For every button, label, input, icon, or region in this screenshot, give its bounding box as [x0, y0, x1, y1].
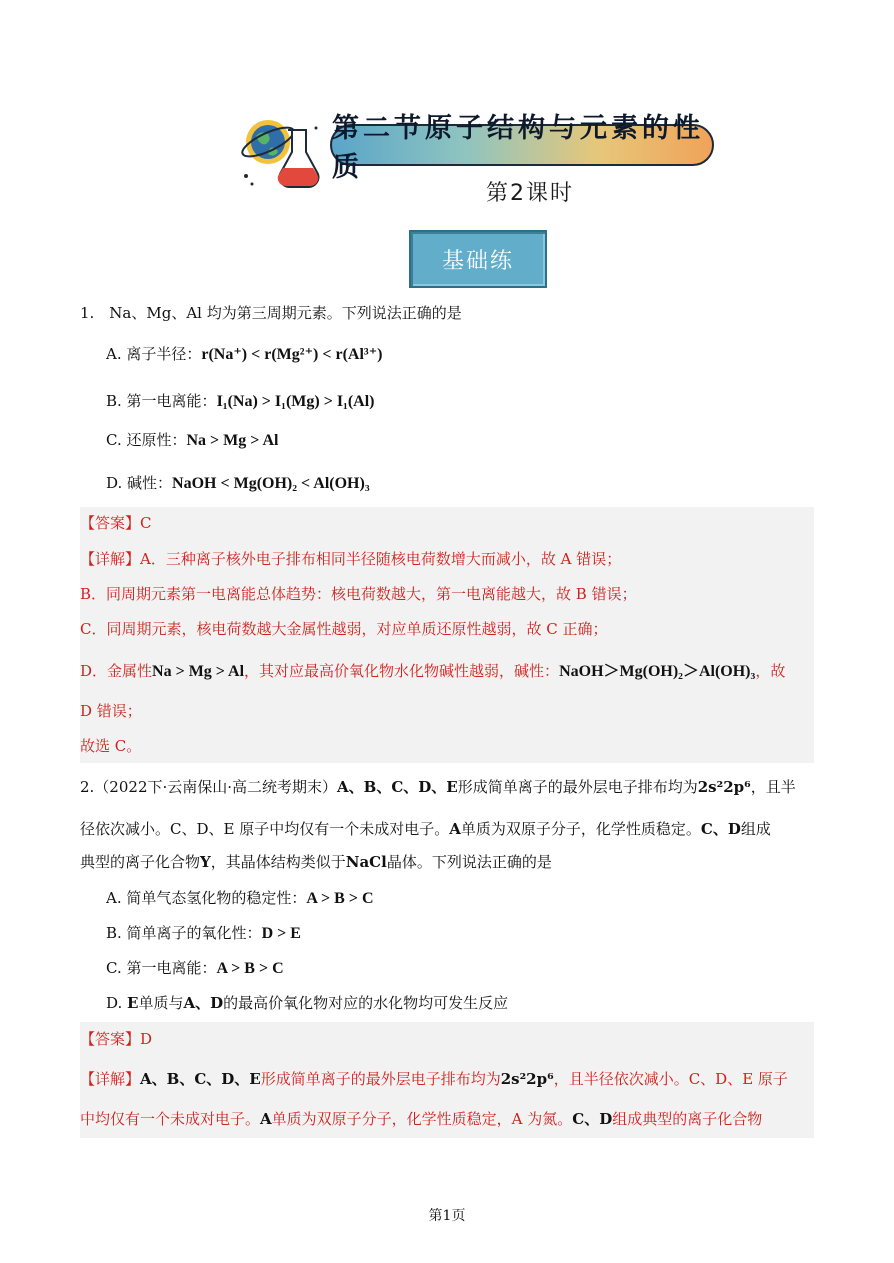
q2-detail-a: A [260, 1110, 272, 1128]
q1-stem: 1. Na、Mg、Al 均为第三周期元素。下列说法正确的是 [80, 304, 462, 322]
q2-detail-cd: C、D [572, 1110, 613, 1128]
q2-option-d-e: E [127, 994, 139, 1012]
q2-detail-text2: ，且半径依次减小。C、D、E 原子 [553, 1070, 788, 1088]
q2-stem-nacl: NaCl [345, 853, 387, 871]
q2-detail-text4: 单质为双原子分子，化学性质稳定，A 为氮。 [271, 1110, 573, 1128]
q1-option-a-formula: r(Na⁺) < r(Mg²⁺) < r(Al³⁺) [201, 346, 383, 363]
q2-stem-text4: 单质为双原子分子，化学性质稳定。 [460, 820, 701, 838]
q2-detail-text1: 形成简单离子的最外层电子排布均为 [260, 1070, 501, 1088]
q2-stem-line1 [80, 776, 796, 798]
q2-stem-text3: 径依次减小。C、D、E 原子中均仅有一个未成对电子。 [80, 820, 450, 838]
q2-stem-line2 [80, 818, 771, 840]
q2-stem-elements: A、B、C、D、E [337, 778, 458, 796]
q2-stem-y: Y [200, 853, 211, 871]
q2-stem-text7: ，其晶体结构类似于 [210, 853, 346, 871]
q2-stem-cd: C、D [700, 820, 741, 838]
q1-detail-tag: 【详解】 [80, 550, 141, 568]
q2-detail-line1 [80, 1068, 788, 1090]
q2-detail-elements: A、B、C、D、E [140, 1070, 261, 1088]
q1-option-d [106, 472, 370, 495]
q1-detail-d-formula2: NaOH＞Mg(OH)₂＞Al(OH)₃ [559, 663, 756, 680]
q2-answer [80, 1028, 152, 1050]
q2-option-a-formula: A > B > C [306, 890, 374, 907]
q2-answer-tag: 【答案】 [80, 1030, 141, 1048]
q1-option-d-formula: NaOH < Mg(OH)₂ < Al(OH)₃ [172, 475, 370, 492]
q1-answer [80, 512, 152, 534]
q1-detail-a-text: A．三种离子核外电子排布相同半径随核电荷数增大而减小，故 A 错误； [140, 550, 622, 568]
q1-option-c [106, 429, 279, 452]
q1-option-d-label: D. 碱性： [106, 474, 173, 492]
q2-option-a-label: A. 简单气态氢化物的稳定性： [106, 889, 307, 907]
q1-detail-b: B．同周期元素第一电离能总体趋势：核电荷数越大，第一电离能越大，故 B 错误； [80, 585, 637, 603]
q1-detail-c: C．同周期元素，核电荷数越大金属性越弱，对应单质还原性越弱，故 C 正确； [80, 620, 608, 638]
q1-option-a-label: A. 离子半径： [106, 345, 202, 363]
q2-option-b-formula: D > E [261, 925, 301, 942]
science-logo-icon [236, 110, 326, 190]
q2-option-c-label: C. 第一电离能： [106, 959, 217, 977]
q2-option-d-text2: 的最高价氧化物对应的水化物均可发生反应 [223, 994, 509, 1012]
page-number: 第1页 [428, 1208, 466, 1224]
q2-option-c-formula: A > B > C [216, 960, 284, 977]
q1-detail-d-cont: D 错误； [80, 702, 142, 720]
q2-option-b [106, 922, 301, 945]
section-label: 基础练 [441, 248, 514, 274]
q2-detail-line2 [80, 1108, 762, 1130]
q2-option-b-label: B. 简单离子的氧化性： [106, 924, 262, 942]
page-subtitle: 第2课时 [486, 181, 574, 206]
q2-option-d-text1: 单质与 [138, 994, 184, 1012]
q1-option-c-label: C. 还原性： [106, 431, 187, 449]
q1-option-c-formula: Na > Mg > Al [186, 432, 279, 449]
q1-detail-d [80, 660, 785, 683]
q2-detail-tag: 【详解】 [80, 1070, 141, 1088]
q2-stem-a: A [449, 820, 461, 838]
q1-detail-d-text2: ，其对应最高价氧化物水化物碱性越弱，碱性： [244, 662, 560, 680]
q2-stem-text8: 晶体。下列说法正确的是 [386, 853, 552, 871]
q1-detail-d-formula1: Na > Mg > Al [152, 663, 245, 680]
q1-detail-a [80, 548, 621, 570]
q2-detail-text3: 中均仅有一个未成对电子。 [80, 1110, 261, 1128]
q1-answer-value: C [140, 514, 152, 532]
q1-option-a [106, 343, 382, 366]
section-header-box [409, 230, 547, 288]
q2-detail-text5: 组成典型的离子化合物 [612, 1110, 763, 1128]
title-banner [330, 113, 714, 183]
q1-answer-tag: 【答案】 [80, 514, 141, 532]
q2-detail-config: 2s²2p⁶ [500, 1070, 554, 1088]
q2-stem-text6: 典型的离子化合物 [80, 853, 201, 871]
q2-stem-text5: 组成 [740, 820, 771, 838]
q2-answer-value: D [140, 1030, 153, 1048]
q2-option-a [106, 887, 374, 910]
q2-option-d-label: D. [106, 994, 128, 1012]
q2-stem-line3 [80, 851, 552, 873]
q1-detail-d-text1: D．金属性 [80, 662, 153, 680]
q1-conclusion: 故选 C。 [80, 737, 142, 755]
q2-stem-source: 2.（2022下·云南保山·高二统考期末） [80, 778, 338, 796]
q1-option-b [106, 390, 375, 413]
q2-option-d-ad: A、D [183, 994, 224, 1012]
q2-option-d [106, 992, 508, 1014]
q2-stem-text2: ，且半 [750, 778, 796, 796]
page-title: 第二节原子结构与元素的性质 [332, 113, 704, 183]
q2-option-c [106, 957, 284, 980]
q2-stem-text1: 形成简单离子的最外层电子排布均为 [457, 778, 698, 796]
q1-option-b-formula: I₁(Na) > I₁(Mg) > I₁(Al) [216, 393, 375, 410]
q1-detail-d-text3: ，故 [755, 662, 786, 680]
q1-option-b-label: B. 第一电离能： [106, 392, 217, 410]
q2-stem-config: 2s²2p⁶ [697, 778, 751, 796]
